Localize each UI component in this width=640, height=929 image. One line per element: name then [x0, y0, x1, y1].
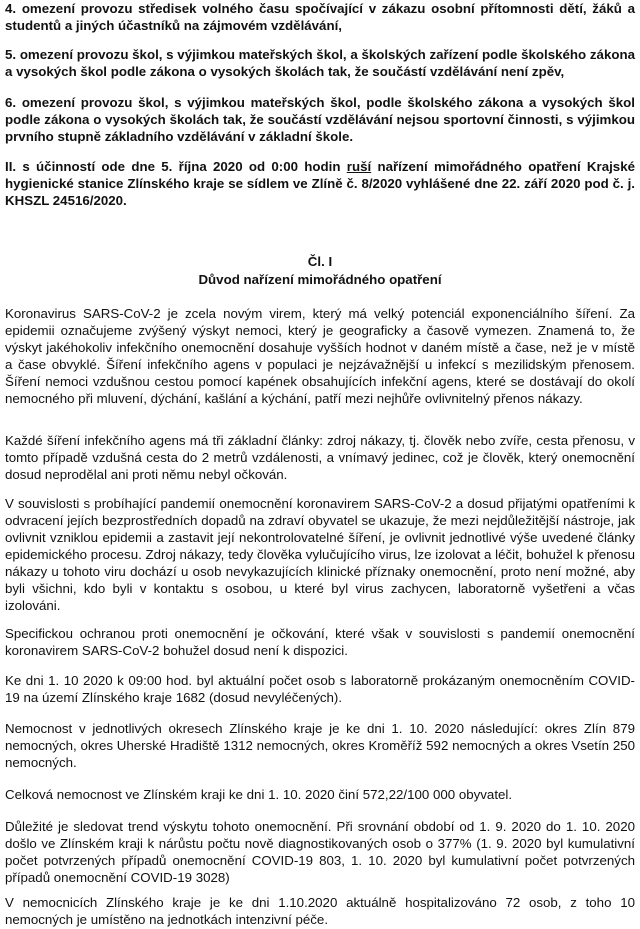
- section-ii-tail: nařízení mimořádného opatření Krajské hygienické stanice Zlínského kraje se sídlem ve Zlíně č. 8/2020 vyhlášené dne 22. září 2020 pod č. j. KHSZL 24516/2020.: [5, 159, 635, 208]
- list-item-6: [5, 94, 635, 145]
- paragraph-5: Ke dni 1. 10 2020 k 09:00 hod. byl aktuální počet osob s laboratorně prokázaným onemocněním COVID-19 na území Zlínského kraje 1682 (dosud nevyléčených).: [5, 673, 635, 705]
- item-number: 5.: [5, 47, 20, 62]
- section-ii-emphasis: ruší: [346, 159, 372, 174]
- paragraph-7: Celková nemocnost ve Zlínském kraji ke dni 1. 10. 2020 činí 572,22/100 000 obyvatel.: [5, 787, 513, 802]
- paragraph-2: Každé šíření infekčního agens má tři základní články: zdroj nákazy, tj. člověk nebo zvíře, cesta přenosu, v tomto případě vzdušná cesta do 2 metrů vzdálenosti, a vnímavý jedinec, což je člověk, který onemocnění dosud neprodělal ani proti němu nebyl očkován.: [5, 433, 635, 482]
- section-ii-lead: II. s účinností ode dne 5. října 2020 od 0:00 hodin: [5, 159, 347, 174]
- item-text: omezení provozu středisek volného času spočívající v zákazu osobní přítomnosti dětí, žáků a studentů a jiných účastníků na zájmovém vzdělávání,: [5, 1, 635, 33]
- article-title: Důvod nařízení mimořádného opatření: [198, 272, 442, 287]
- item-text: omezení provozu škol, s výjimkou mateřských škol, podle školského zákona a vysokých škol podle zákona o vysokých školách tak, že součástí vzdělávání nejsou sportovní činnosti, s výjimkou prvního stupně základního vzdělávání v základní škole.: [5, 95, 635, 144]
- item-number: 6.: [5, 95, 22, 110]
- paragraph-8: Důležité je sledovat trend výskytu tohoto onemocnění. Při srovnání období od 1. 9. 2020 do 1. 10. 2020 došlo ve Zlínském kraji k nárůstu počtu nově diagnostikovaných osob o 377% (1. 9. 2020 byl kumulativní počet potvrzených případů onemocnění COVID-19 803, 1. 10. 2020 byl kumulativní počet potvrzených případů onemocnění COVID-19 3028): [5, 819, 635, 885]
- list-item-5: [5, 46, 635, 80]
- article-heading: [5, 253, 635, 289]
- item-number: 4.: [5, 1, 22, 16]
- paragraph-4: Specifickou ochranou proti onemocnění je očkování, které však v souvislosti s pandemií onemocnění koronavirem SARS-CoV-2 bohužel dosud není k dispozici.: [5, 626, 635, 658]
- item-text: omezení provozu škol, s výjimkou mateřských škol, a školských zařízení podle školského zákona a vysokých škol podle zákona o vysokých školách tak, že součástí vzdělávání není zpěv,: [5, 47, 635, 79]
- list-item-4: [5, 0, 635, 34]
- paragraph-9: V nemocnicích Zlínského kraje je ke dni 1.10.2020 aktuálně hospitalizováno 72 osob, z toho 10 nemocných je umístěno na jednotkách intenzivní péče.: [5, 895, 635, 927]
- paragraph-1: Koronavirus SARS-CoV-2 je zcela novým virem, který má velký potenciál exponenciálního šíření. Za epidemii označujeme zvýšený výskyt nemoci, který je geograficky a časově vymezen. Znamená to, že výskyt jakéhokoliv infekčního onemocnění dosahuje vyšších hodnot v daném místě a čase, než je v místě a čase obvyklé. Šíření infekčního agens v populaci je nejzávažnější u infekcí s mezilidským přenosem. Šíření nemoci vzdušnou cestou pomocí kapének obsahujících infekční agens, které se dostávají do okolí nemocného při mluvení, dýchání, kašlání a kýchání, patří mezi nejhůře ovlivnitelný přenos nákazy.: [5, 306, 635, 406]
- paragraph-6: Nemocnost v jednotlivých okresech Zlínského kraje je ke dni 1. 10. 2020 následující: okres Zlín 879 nemocných, okres Uherské Hradiště 1312 nemocných, okres Kroměříž 592 nemocných a okres Vsetín 250 nemocných.: [5, 721, 635, 770]
- section-ii: [5, 158, 635, 209]
- paragraph-3: V souvislosti s probíhající pandemií onemocnění koronavirem SARS-CoV-2 a dosud přijatými opatřeními k odvracení jejích bezprostředních dopadů na zdraví obyvatel se ukazuje, že mezi nejdůležitější nástroje, jak ovlivnit vzniklou epidemii a zastavit její nekontrolovatelné šíření, je ovlivnit jednotlivé výše uvedené články epidemického procesu. Zdroj nákazy, tedy člověka vylučujícího virus, lze izolovat a léčit, bohužel k přenosu nákazy u tohoto viru dochází u osob nevykazujících klinické příznaky onemocnění, proto není možné, aby byli všichni, kdo byli v kontaktu s osobou, u které byl virus zachycen, laboratorně vyšetřeni a včas izolováni.: [5, 496, 635, 613]
- article-number: Čl. I: [307, 254, 333, 269]
